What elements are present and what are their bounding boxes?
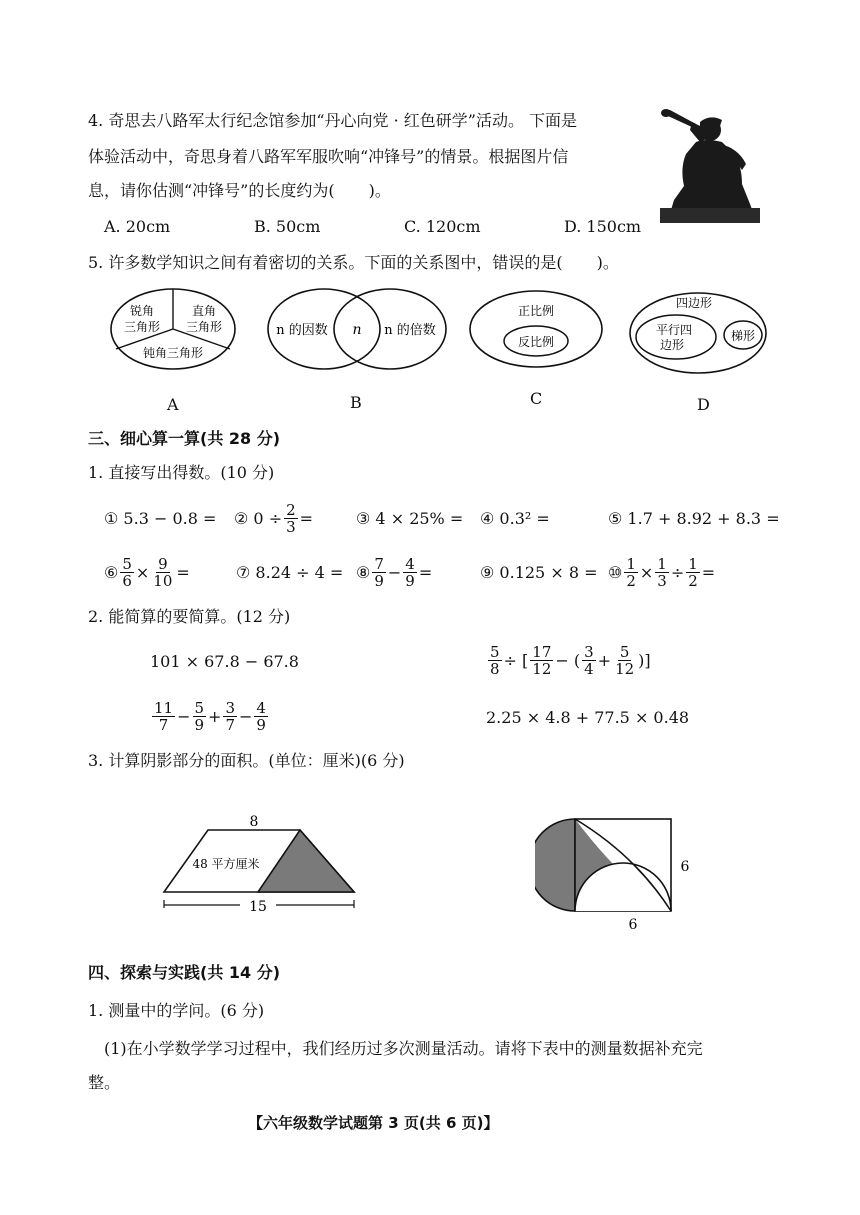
s4-part-1-line-1: (1)在小学数学学习过程中，我们经历过多次测量活动。请将下表中的测量数据补充完 [104,1039,703,1058]
simplify-expr-4: 2.25 × 4.8 + 77.5 × 0.48 [486,707,690,727]
diagram-c-direct: 正比例 [517,304,555,318]
calc-item-9: ⑨ 0.125 × 8 = [480,562,598,582]
simplify-expr-1: 101 × 67.8 − 67.8 [150,651,299,671]
s4-part-1-line-2: 整。 [88,1073,121,1092]
s3-part-1-title: 1. 直接写出得数。(10 分) [88,463,275,482]
calc-item-6-num: ⑥ [104,562,119,582]
diagram-a-acute-1: 锐角 [129,304,155,318]
calc-item-2 [234,500,313,536]
s4-part-1-title: 1. 测量中的学问。(6 分) [88,1001,265,1020]
semicircle-square-figure [535,815,705,933]
trapezoid-figure [160,812,360,918]
diagram-d-parallelogram-2: 边形 [659,338,685,352]
trapezoid-area-label: 48 平方厘米 [192,857,260,871]
equals: = [418,562,433,582]
fraction: $\frac{7}{9}$ [374,554,384,590]
q4-line-3-end: )。 [368,181,391,200]
fraction: $\frac{4}{9}$ [405,554,415,590]
simplify-expr-2 [486,640,651,680]
diagram-c-inverse: 反比例 [517,335,555,349]
q4-option-b: B. 50cm [254,217,321,236]
q4-line-3-text: 息，请你估测“冲锋号”的长度约为( [88,181,335,200]
q5-text-end: )。 [596,253,619,272]
calc-item-7: ⑦ 8.24 ÷ 4 = [236,562,344,582]
calc-item-4: ④ 0.3² = [480,508,550,528]
calc-item-2-pre: ② 0 ÷ [234,508,283,528]
operator: − [387,562,402,582]
calc-item-8 [356,552,432,592]
fraction: $\frac{5}{12}$ [615,642,635,678]
calc-item-6 [104,552,190,592]
square-side-length: 6 [680,859,690,875]
s3-part-2-title: 2. 能简算的要简算。(12 分) [88,607,291,626]
operator: × [135,562,150,582]
diagram-b-multiples: n 的倍数 [384,323,436,338]
q4-option-d: D. 150cm [564,217,642,236]
square-bottom-length: 6 [628,917,638,933]
fraction: $\frac{1}{2}$ [626,554,636,590]
fraction: $\frac{5}{8}$ [490,642,500,678]
operator: + [597,650,612,670]
operator: ÷ [670,562,685,582]
diagram-a-right-2: 三角形 [185,320,223,334]
trapezoid-bottom-length: 15 [249,899,267,915]
diagram-b-factors: n 的因数 [276,323,328,338]
diagram-a-acute-2: 三角形 [123,320,161,334]
q4-line-2: 体验活动中，奇思身着八路军军服吹响“冲锋号”的情景。根据图片信 [88,147,569,166]
operator: + [208,706,222,726]
diagram-a-label: A [167,395,179,414]
fraction: $\frac{2}{3}$ [286,500,296,536]
bugler-silhouette-image [660,108,760,223]
fraction: $\frac{9}{10}$ [153,554,173,590]
bracket: )] [638,650,651,670]
q5-text-main: 5. 许多数学知识之间有着密切的关系。下面的关系图中，错误的是( [88,253,563,272]
diagram-b-factors-multiples [262,283,452,375]
diagram-b-n: n [352,322,362,338]
fraction: $\frac{11}{7}$ [154,698,174,734]
diagram-d-quadrilateral: 四边形 [675,296,713,310]
fraction: $\frac{4}{9}$ [256,698,266,734]
q4-line-3 [88,180,391,202]
diagram-c-proportion [464,285,614,373]
diagram-d-trapezoid: 梯形 [730,329,756,343]
operator: × [639,562,654,582]
section-3-title: 三、细心算一算(共 28 分) [88,429,281,448]
fraction: $\frac{5}{9}$ [194,698,205,734]
calc-item-10-num: ⑩ [608,562,623,582]
shaded-left-semicircle [535,819,575,911]
section-4-title: 四、探索与实践(共 14 分) [88,963,281,982]
page-footer: 【六年级数学试题第 3 页(共 6 页)】 [248,1114,499,1132]
equals: = [176,562,190,582]
diagram-a-triangles [100,285,250,375]
calc-item-2-post: = [299,508,314,528]
calc-item-1: ① 5.3 − 0.8 = [104,508,217,528]
operator: − [239,706,253,726]
fraction: $\frac{3}{7}$ [225,698,235,734]
fraction: $\frac{5}{6}$ [122,554,132,590]
diagram-c-label: C [530,389,543,408]
operator: − ( [555,650,581,670]
fraction: $\frac{3}{4}$ [584,642,594,678]
diagram-d-quadrilaterals [626,287,776,379]
calc-item-8-num: ⑧ [356,562,371,582]
diagram-a-obtuse: 钝角三角形 [142,346,204,360]
trapezoid-top-length: 8 [249,814,259,830]
operator: ÷ [ [503,650,529,670]
operator: − [177,706,191,726]
diagram-d-label: D [697,395,710,414]
q4-option-c: C. 120cm [404,217,481,236]
s3-part-3-title: 3. 计算阴影部分的面积。(单位：厘米)(6 分) [88,751,405,770]
fraction: $\frac{1}{3}$ [657,554,667,590]
q5-text [88,252,619,274]
calc-item-10 [608,552,715,592]
fraction: $\frac{1}{2}$ [688,554,698,590]
diagram-d-parallelogram-1: 平行四 [655,323,693,337]
calc-item-3: ③ 4 × 25% = [356,508,464,528]
equals: = [701,562,716,582]
calc-item-5: ⑤ 1.7 + 8.92 + 8.3 = [608,508,780,528]
diagram-a-right-1: 直角 [191,304,217,318]
simplify-expr-3 [150,696,270,736]
q4-option-a: A. 20cm [104,217,171,236]
fraction: $\frac{17}{12}$ [532,642,552,678]
q4-line-1: 4. 奇思去八路军太行纪念馆参加“丹心向党 · 红色研学”活动。 下面是 [88,111,578,130]
diagram-b-label: B [350,393,362,412]
